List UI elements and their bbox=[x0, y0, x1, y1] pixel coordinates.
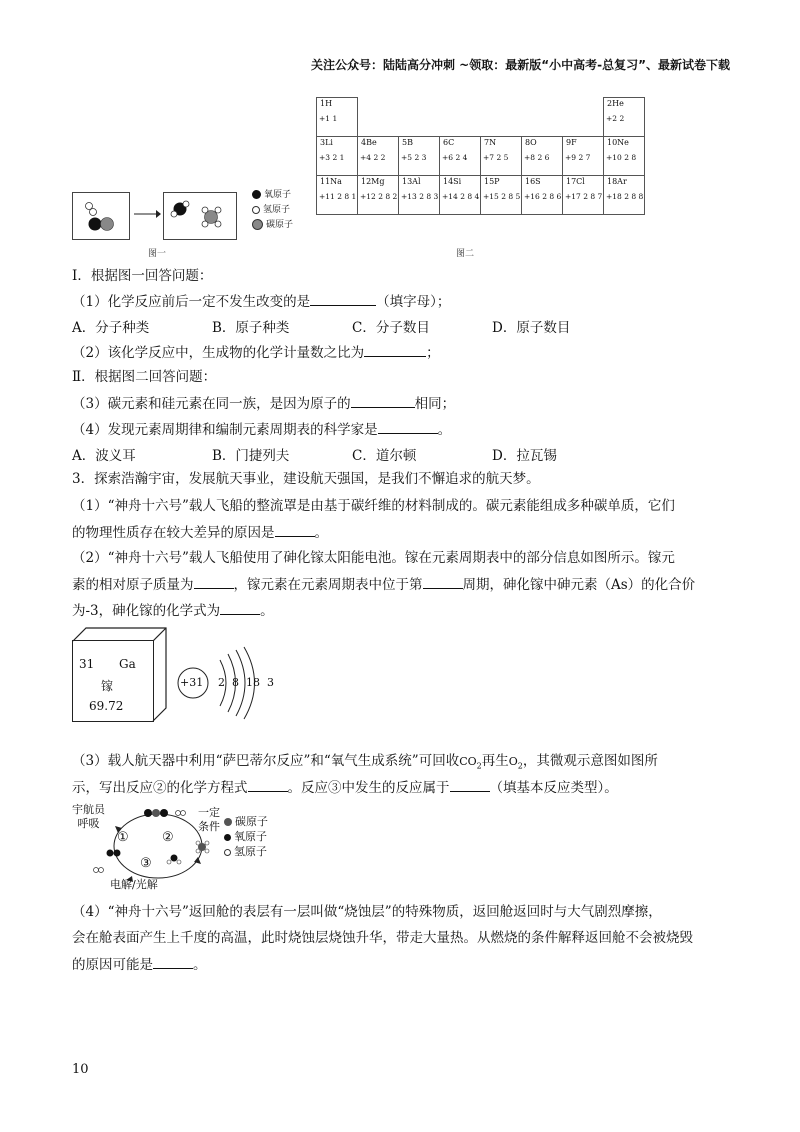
element-cell bbox=[563, 137, 604, 176]
question-text: （3）载人航天器中利用“萨巴蒂尔反应”和“氧气生成系统”可回收 bbox=[72, 753, 460, 769]
legend-label: 氧原子 bbox=[264, 190, 292, 200]
element-cell bbox=[563, 176, 604, 215]
element-symbol: 12Mg bbox=[361, 177, 385, 186]
element-cell bbox=[481, 176, 522, 215]
atom-structure: +14 2 8 4 bbox=[442, 192, 480, 201]
part-1-line-2 bbox=[72, 522, 328, 543]
label-astronaut-breath bbox=[72, 803, 105, 831]
empty-cell bbox=[481, 98, 522, 137]
answer-blank[interactable] bbox=[378, 419, 438, 434]
o2-subscript: 2 bbox=[517, 761, 523, 771]
element-symbol: 1H bbox=[320, 99, 333, 108]
element-name: 镓 bbox=[101, 679, 114, 693]
empty-cell bbox=[563, 98, 604, 137]
option-c[interactable]: C．道尔顿 bbox=[352, 448, 417, 464]
question-text: 。 bbox=[314, 525, 328, 541]
atom-structure: +5 2 3 bbox=[401, 153, 427, 162]
question-text: （填字母）； bbox=[376, 294, 451, 310]
question-text: 。反应③中发生的反应属于 bbox=[287, 780, 450, 796]
figure-2-caption: 图二 bbox=[456, 249, 475, 259]
atom-structure: +3 2 1 bbox=[319, 153, 345, 162]
label-line: 条件 bbox=[198, 820, 220, 833]
element-symbol: 13Al bbox=[402, 177, 421, 186]
reaction-2-mark: ② bbox=[162, 830, 174, 845]
option-d[interactable]: D．原子数目 bbox=[492, 320, 571, 336]
atom-structure: +17 2 8 7 bbox=[565, 192, 603, 201]
figure-1-caption: 图一 bbox=[148, 249, 167, 259]
hydrogen-atom-icon bbox=[252, 206, 260, 214]
element-symbol: 5B bbox=[402, 138, 413, 147]
oxygen-atom-icon bbox=[252, 190, 261, 199]
atom-structure: +11 2 8 1 bbox=[319, 192, 357, 201]
part-2-line-2 bbox=[72, 574, 695, 595]
atom-structure: +12 2 8 2 bbox=[360, 192, 398, 201]
question-1 bbox=[72, 291, 450, 312]
option-d[interactable]: D．拉瓦锡 bbox=[492, 448, 557, 464]
question-3 bbox=[72, 393, 455, 414]
atom-structure: +16 2 8 6 bbox=[524, 192, 562, 201]
question-text: 。 bbox=[260, 603, 274, 619]
empty-cell bbox=[522, 98, 563, 137]
part-3-line-2 bbox=[72, 777, 618, 798]
periodic-row bbox=[317, 98, 645, 137]
answer-blank[interactable] bbox=[248, 777, 288, 792]
element-cell bbox=[522, 176, 563, 215]
atomic-mass: 69.72 bbox=[89, 699, 124, 713]
reactant-molecules bbox=[73, 193, 129, 239]
question-text: 示，写出反应②的化学方程式 bbox=[72, 780, 248, 796]
reaction-3-mark: ③ bbox=[140, 856, 152, 871]
element-cell bbox=[604, 137, 645, 176]
nucleus-charge: +31 bbox=[180, 676, 204, 689]
element-cell bbox=[604, 176, 645, 215]
element-cell bbox=[522, 137, 563, 176]
atom-structure: +1 1 bbox=[319, 114, 338, 123]
question-text: 为-3，砷化镓的化学式为 bbox=[72, 603, 221, 619]
answer-blank[interactable] bbox=[153, 954, 193, 969]
empty-cell bbox=[358, 98, 399, 137]
question-2 bbox=[72, 342, 440, 363]
o2-formula: O bbox=[508, 755, 518, 768]
reaction-arrow bbox=[132, 208, 162, 220]
legend-label: 碳原子 bbox=[266, 220, 294, 230]
question-text: ，镓元素在元素周期表中位于第 bbox=[233, 577, 423, 593]
element-symbol: 2He bbox=[607, 99, 624, 108]
cycle-legend bbox=[224, 814, 268, 859]
option-a[interactable]: A．波义耳 bbox=[72, 448, 136, 464]
periodic-row bbox=[317, 137, 645, 176]
element-cell bbox=[604, 98, 645, 137]
question-4 bbox=[72, 419, 451, 440]
atomic-number: 31 bbox=[79, 657, 95, 671]
question-text: 素的相对原子质量为 bbox=[72, 577, 194, 593]
element-symbol: 8O bbox=[525, 138, 537, 147]
atom-structure: +18 2 8 8 bbox=[606, 192, 644, 201]
element-cell bbox=[399, 137, 440, 176]
question-text: 。 bbox=[193, 957, 207, 973]
atom-structure: +7 2 5 bbox=[483, 153, 509, 162]
reactants-box bbox=[72, 192, 130, 240]
option-b[interactable]: B．原子种类 bbox=[212, 320, 290, 336]
product-molecules bbox=[164, 193, 236, 239]
empty-cell bbox=[399, 98, 440, 137]
question-text: （3）碳元素和硅元素在同一族，是因为原子的 bbox=[72, 396, 351, 412]
hydrogen-atom-icon bbox=[224, 849, 231, 856]
answer-blank[interactable] bbox=[423, 574, 463, 589]
answer-blank[interactable] bbox=[194, 574, 234, 589]
label-electrolysis: 电解/光解 bbox=[110, 878, 158, 891]
element-cell bbox=[317, 176, 358, 215]
part-4-line-1: （4）“神舟十六号”返回舱的表层有一层叫做“烧蚀层”的特殊物质，返回舱返回时与大气剧烈摩擦， bbox=[72, 904, 662, 920]
element-symbol: 16S bbox=[525, 177, 541, 186]
co2-formula: CO bbox=[459, 755, 477, 768]
section-2-title: Ⅱ．根据图二回答问题： bbox=[72, 369, 217, 385]
carbon-atom-icon bbox=[252, 219, 263, 230]
label-line: 呼吸 bbox=[77, 817, 100, 830]
label-line: 宇航员 bbox=[72, 803, 105, 816]
element-cell bbox=[481, 137, 522, 176]
element-symbol: 9F bbox=[566, 138, 577, 147]
atom-structure: +15 2 8 5 bbox=[483, 192, 521, 201]
element-cell bbox=[399, 176, 440, 215]
answer-blank[interactable] bbox=[450, 777, 490, 792]
question-text: 的原因可能是 bbox=[72, 957, 153, 973]
option-a[interactable]: A．分子种类 bbox=[72, 320, 150, 336]
section-1-title: Ⅰ．根据图一回答问题： bbox=[72, 268, 213, 284]
element-cell bbox=[317, 98, 358, 137]
question-text: 周期，砷化镓中砷元素（As）的化合价 bbox=[462, 577, 696, 593]
element-symbol: 10Ne bbox=[607, 138, 629, 147]
element-symbol: 18Ar bbox=[607, 177, 627, 186]
answer-blank[interactable] bbox=[364, 342, 426, 357]
element-cell bbox=[440, 137, 481, 176]
periodic-row bbox=[317, 176, 645, 215]
atom-structure: +9 2 7 bbox=[565, 153, 591, 162]
question-text: 的物理性质存在较大差异的原因是 bbox=[72, 525, 275, 541]
gallium-element-card bbox=[72, 640, 154, 722]
question-text: 相同； bbox=[414, 396, 456, 412]
part-1-line-1: （1）“神舟十六号”载人飞船的整流罩是由基于碳纤维的材料制成的。碳元素能组成多种碳单质，它们 bbox=[72, 498, 675, 514]
figure-1-legend bbox=[252, 188, 293, 233]
element-cell bbox=[358, 137, 399, 176]
question-3-intro: 3．探索浩瀚宇宙，发展航天事业，建设航天强国，是我们不懈追求的航天梦。 bbox=[72, 471, 540, 487]
option-c[interactable]: C．分子数目 bbox=[352, 320, 430, 336]
question-text: （填基本反应类型）。 bbox=[489, 780, 618, 796]
legend-label: 氧原子 bbox=[234, 830, 267, 843]
empty-cell bbox=[440, 98, 481, 137]
carbon-atom-icon bbox=[224, 818, 232, 826]
answer-blank[interactable] bbox=[351, 393, 415, 408]
element-cell bbox=[440, 176, 481, 215]
electron-shells: 2 8 18 3 bbox=[218, 676, 274, 689]
question-text: （1）化学反应前后一定不发生改变的是 bbox=[72, 294, 311, 310]
reaction-1-mark: ① bbox=[117, 830, 129, 845]
legend-label: 碳原子 bbox=[235, 815, 268, 828]
atom-structure: +2 2 bbox=[606, 114, 625, 123]
atom-structure: +6 2 4 bbox=[442, 153, 468, 162]
element-symbol: 15P bbox=[484, 177, 500, 186]
part-4-line-3 bbox=[72, 954, 207, 975]
legend-label: 氢原子 bbox=[263, 205, 291, 215]
answer-blank[interactable] bbox=[275, 522, 315, 537]
atom-structure: +13 2 8 3 bbox=[401, 192, 439, 201]
co2-subscript: 2 bbox=[476, 761, 482, 771]
question-text: （2）该化学反应中，生成物的化学计量数之比为 bbox=[72, 345, 365, 361]
element-cell bbox=[358, 176, 399, 215]
atom-structure: +10 2 8 bbox=[606, 153, 637, 162]
element-symbol: 14Si bbox=[443, 177, 462, 186]
question-text: 。 bbox=[437, 422, 452, 438]
page-header: 关注公众号：陆陆高分冲刺 ~领取：最新版“小中高考-总复习”、最新试卷下载 bbox=[311, 58, 730, 72]
label-certain-condition bbox=[198, 806, 220, 834]
part-2-line-3 bbox=[72, 600, 274, 621]
element-symbol: Ga bbox=[119, 657, 136, 671]
element-symbol: 6C bbox=[443, 138, 455, 147]
oxygen-atom-icon bbox=[224, 834, 231, 841]
answer-blank[interactable] bbox=[220, 600, 260, 615]
part-3-line-1 bbox=[72, 751, 658, 777]
atom-structure: +8 2 6 bbox=[524, 153, 550, 162]
element-symbol: 11Na bbox=[320, 177, 342, 186]
atom-structure: +4 2 2 bbox=[360, 153, 386, 162]
answer-blank[interactable] bbox=[310, 291, 376, 306]
question-text: ，其微观示意图如图所 bbox=[522, 753, 658, 769]
option-b[interactable]: B．门捷列夫 bbox=[212, 448, 290, 464]
element-cell bbox=[317, 137, 358, 176]
question-text: 再生 bbox=[481, 753, 509, 769]
element-symbol: 17Cl bbox=[566, 177, 585, 186]
legend-label: 氢原子 bbox=[234, 845, 267, 858]
label-line: 一定 bbox=[198, 806, 220, 819]
part-2-line-1: （2）“神舟十六号”载人飞船使用了砷化镓太阳能电池。镓在元素周期表中的部分信息如图所示。镓元 bbox=[72, 550, 675, 566]
periodic-table bbox=[316, 97, 645, 215]
page-number: 10 bbox=[72, 1062, 89, 1077]
element-symbol: 7N bbox=[484, 138, 497, 147]
question-text: （4）发现元素周期律和编制元素周期表的科学家是 bbox=[72, 422, 378, 438]
part-4-line-2: 会在舱表面产生上千度的高温，此时烧蚀层烧蚀升华，带走大量热。从燃烧的条件解释返回舱不会被烧毁 bbox=[72, 930, 693, 946]
element-symbol: 3Li bbox=[320, 138, 333, 147]
products-box bbox=[163, 192, 237, 240]
element-symbol: 4Be bbox=[361, 138, 377, 147]
question-text: ； bbox=[426, 345, 440, 361]
